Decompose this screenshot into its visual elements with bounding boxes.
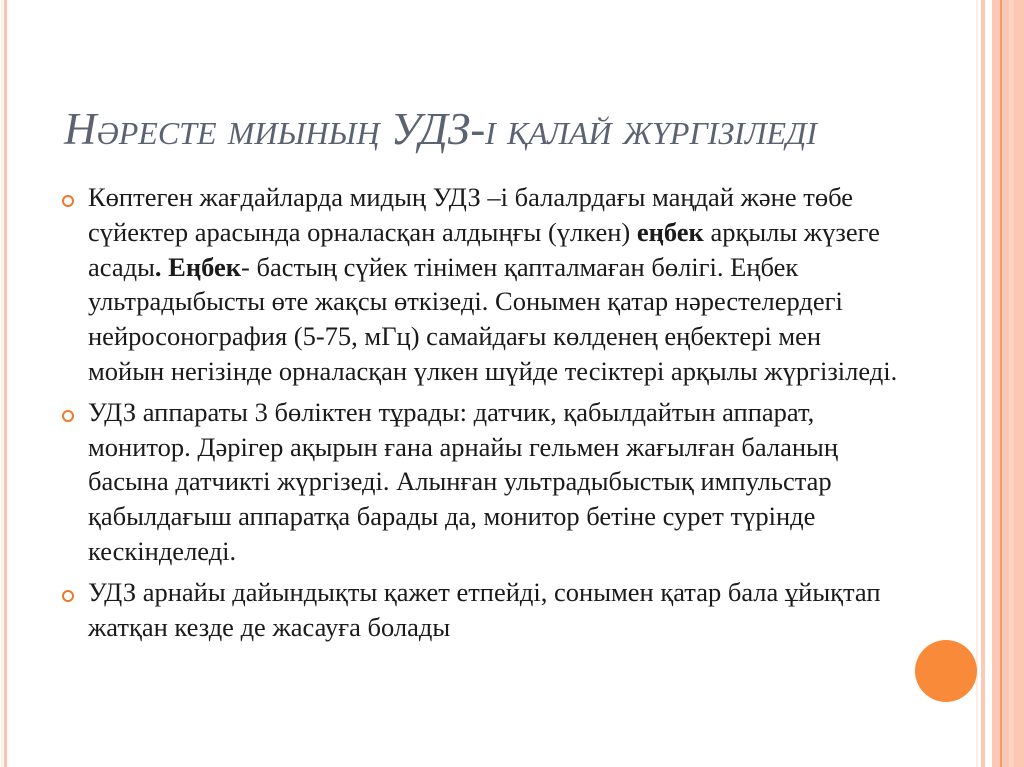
right-border-stripe-faint bbox=[976, 0, 978, 767]
right-border-band bbox=[992, 0, 1024, 767]
left-border-stripe-outer bbox=[1, 0, 3, 767]
text-segment: арқылы жүзеге асады bbox=[88, 216, 880, 282]
decorative-orange-circle bbox=[915, 640, 977, 702]
bold-term-enbek: еңбек bbox=[636, 216, 704, 247]
ring-bullet-icon bbox=[62, 195, 74, 207]
right-border-band-shade bbox=[1009, 0, 1014, 767]
text-segment: - бастың сүйек тінімен қапталмаған бөлігі. Еңбек ультрадыбысты өте жақсы өткізеді. Сонымен қатар нәрестелердегі нейросонография (5-75, мГц) самайдағы көлденең еңбектері мен мойын негізінде орналасқан үлкен шүйде тесіктері арқылы жүргізіледі. bbox=[88, 251, 898, 386]
bold-term-enbek-definition: . Еңбек bbox=[154, 251, 242, 282]
text-segment: УДЗ арнайы дайындықты қажет етпейді, сонымен қатар бала ұйықтап жатқан кезде де жасауға болады bbox=[88, 576, 881, 642]
ring-bullet-icon bbox=[62, 590, 74, 602]
right-border-band-line bbox=[1000, 0, 1002, 767]
slide-title: Нәресте миының УДЗ-і қалай жүргізіледі bbox=[64, 104, 818, 154]
text-segment: Көптеген жағдайларда мидың УДЗ –і балалрдағы маңдай және төбе сүйектер арасында орналасқан алдыңғы (үлкен) bbox=[88, 182, 853, 247]
ring-bullet-icon bbox=[62, 410, 74, 422]
bullet-item-3 bbox=[60, 575, 900, 645]
left-border-stripe-inner bbox=[4, 0, 7, 767]
bullet-item-1 bbox=[60, 180, 900, 389]
text-segment: УДЗ аппараты 3 бөліктен тұрады: датчик, қабылдайтын аппарат, монитор. Дәрігер ақырын ғана арнайы гельмен жағылған баланың басына датчикті жүргізеді. Алынған ультрадыбыстық импульстар қабылдағыш аппаратқа барады да, монитор бетіне сурет түрінде кескінделеді. bbox=[88, 396, 839, 566]
bullet-item-2 bbox=[60, 395, 900, 569]
bullet-list bbox=[60, 180, 900, 650]
right-border-stripe-thin bbox=[981, 0, 985, 767]
